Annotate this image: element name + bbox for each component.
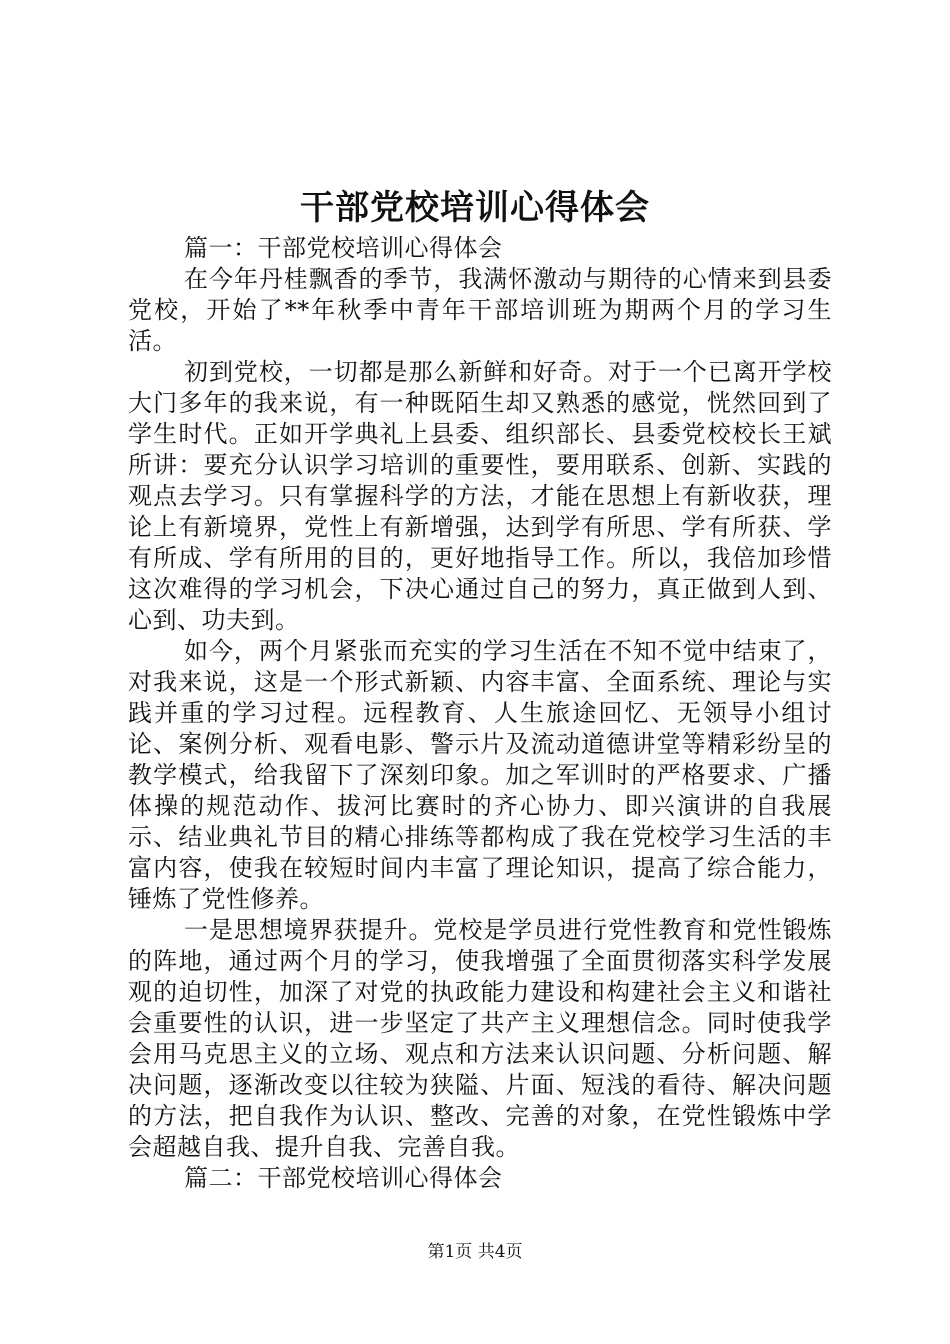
paragraph: 在今年丹桂飘香的季节，我满怀激动与期待的心情来到县委党校，开始了**年秋季中青年干部培训班为期两个月的学习生活。: [128, 265, 832, 355]
section-heading-2: 篇二：干部党校培训心得体会: [184, 1164, 503, 1192]
document-body: [128, 233, 832, 1194]
paragraph: 初到党校，一切都是那么新鲜和好奇。对于一个已离开学校大门多年的我来说，有一种既陌生却又熟悉的感觉，恍然回到了学生时代。正如开学典礼上县委、组织部长、县委党校校长王斌所讲：要充分认识学习培训的重要性，要用联系、创新、实践的观点去学习。只有掌握科学的方法，才能在思想上有新收获，理论上有新境界，党性上有新增强，达到学有所思、学有所获、学有所成、学有所用的目的，更好地指导工作。所以，我倍加珍惜这次难得的学习机会，下决心通过自己的努力，真正做到人到、心到、功夫到。: [128, 358, 832, 634]
section-heading-1: 篇一：干部党校培训心得体会: [184, 234, 503, 262]
paragraph: 一是思想境界获提升。党校是学员进行党性教育和党性锻炼的阵地，通过两个月的学习，使我增强了全面贯彻落实科学发展观的迫切性，加深了对党的执政能力建设和构建社会主义和谐社会重要性的认识，进一步坚定了共产主义理想信念。同时使我学会用马克思主义的立场、观点和方法来认识问题、分析问题、解决问题，逐渐改变以往较为狭隘、片面、短浅的看待、解决问题的方法，把自我作为认识、整改、完善的对象，在党性锻炼中学会超越自我、提升自我、完善自我。: [128, 916, 832, 1161]
paragraph: 如今，两个月紧张而充实的学习生活在不知不觉中结束了，对我来说，这是一个形式新颖、内容丰富、全面系统、理论与实践并重的学习过程。远程教育、人生旅途回忆、无领导小组讨论、案例分析、观看电影、警示片及流动道德讲堂等精彩纷呈的教学模式，给我留下了深刻印象。加之军训时的严格要求、广播体操的规范动作、拔河比赛时的齐心协力、即兴演讲的自我展示、结业典礼节目的精心排练等都构成了我在党校学习生活的丰富内容，使我在较短时间内丰富了理论知识，提高了综合能力，锤炼了党性修养。: [128, 637, 832, 913]
document-title: 干部党校培训心得体会: [300, 188, 650, 228]
page-footer: 第1页 共4页: [427, 1242, 523, 1262]
